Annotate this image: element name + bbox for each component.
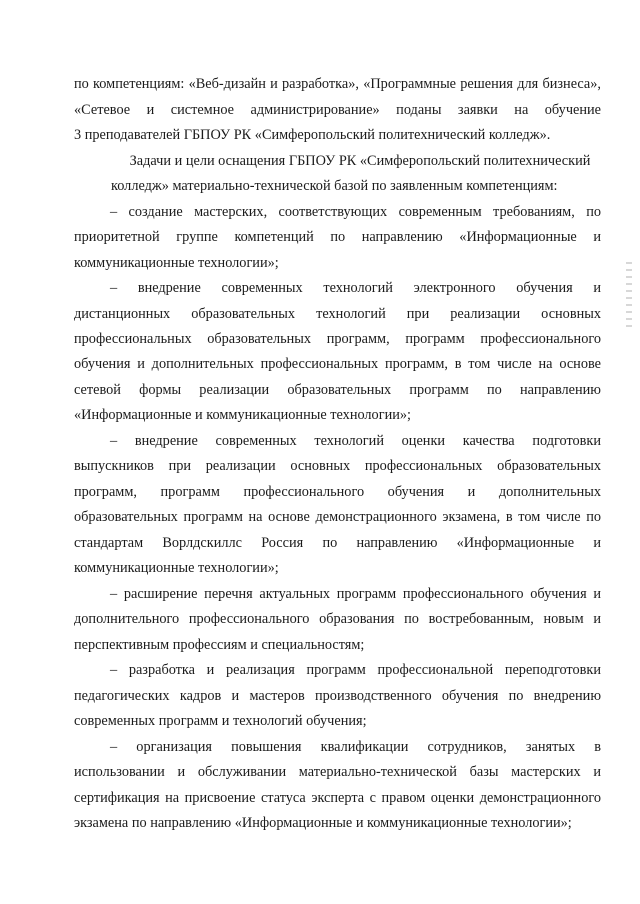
text-line: «Информационные и коммуникационные технологии»; [74,407,411,423]
text-line: приоритетной группе компетенций по направлению «Информационные и [74,229,601,245]
list-item-start: – внедрение современных технологий электронного обучения и [110,280,601,296]
text-line: коммуникационные технологии»; [74,255,279,271]
text-line: 3 преподавателей ГБПОУ РК «Симферопольский политехнический колледж». [74,127,551,143]
text-line: современных программ и технологий обучения; [74,713,367,729]
text-line: использовании и обслуживании материально-технической базы мастерских и [74,764,601,780]
scan-edge-marks [626,262,632,330]
list-item-start: – создание мастерских, соответствующих современным требованиям, по [110,204,601,220]
text-line: дополнительного профессионального образования по востребованным, новым и [74,611,601,627]
text-line: перспективным профессиям и специальностям; [74,637,365,653]
list-item-start: – внедрение современных технологий оценки качества подготовки [110,433,601,449]
section-heading: Задачи и цели оснащения ГБПОУ РК «Симферопольский политехнический [129,153,591,169]
section-heading: колледж» материально-технической базой по заявленным компетенциям: [111,178,558,194]
text-line: образовательных программ на основе демонстрационного экзамена, в том числе по [74,509,601,525]
text-line: экзамена по направлению «Информационные и коммуникационные технологии»; [74,815,572,831]
text-line: профессиональных образовательных программ, программ профессионального [74,331,601,347]
text-line: педагогических кадров и мастеров производственного обучения по внедрению [74,688,601,704]
list-item-start: – организация повышения квалификации сотрудников, занятых в [110,739,601,755]
list-item-start: – разработка и реализация программ профессиональной переподготовки [110,662,601,678]
text-line: сетевой формы реализации образовательных программ по направлению [74,382,601,398]
text-line: дистанционных образовательных технологий при реализации основных [74,306,601,322]
text-line: обучения и дополнительных профессиональных программ, в том числе на основе [74,356,601,372]
text-line: по компетенциям: «Веб-дизайн и разработка», «Программные решения для бизнеса», [74,76,601,92]
text-line: выпускников при реализации основных профессиональных образовательных [74,458,601,474]
text-line: стандартам Ворлдскиллс Россия по направлению «Информационные и [74,535,601,551]
text-line: программ, программ профессионального обучения и дополнительных [74,484,601,500]
text-line: «Сетевое и системное администрирование» поданы заявки на обучение [74,102,601,118]
list-item-start: – расширение перечня актуальных программ профессионального обучения и [110,586,601,602]
text-line: сертификация на присвоение статуса эксперта с правом оценки демонстрационного [74,790,601,806]
text-line: коммуникационные технологии»; [74,560,279,576]
